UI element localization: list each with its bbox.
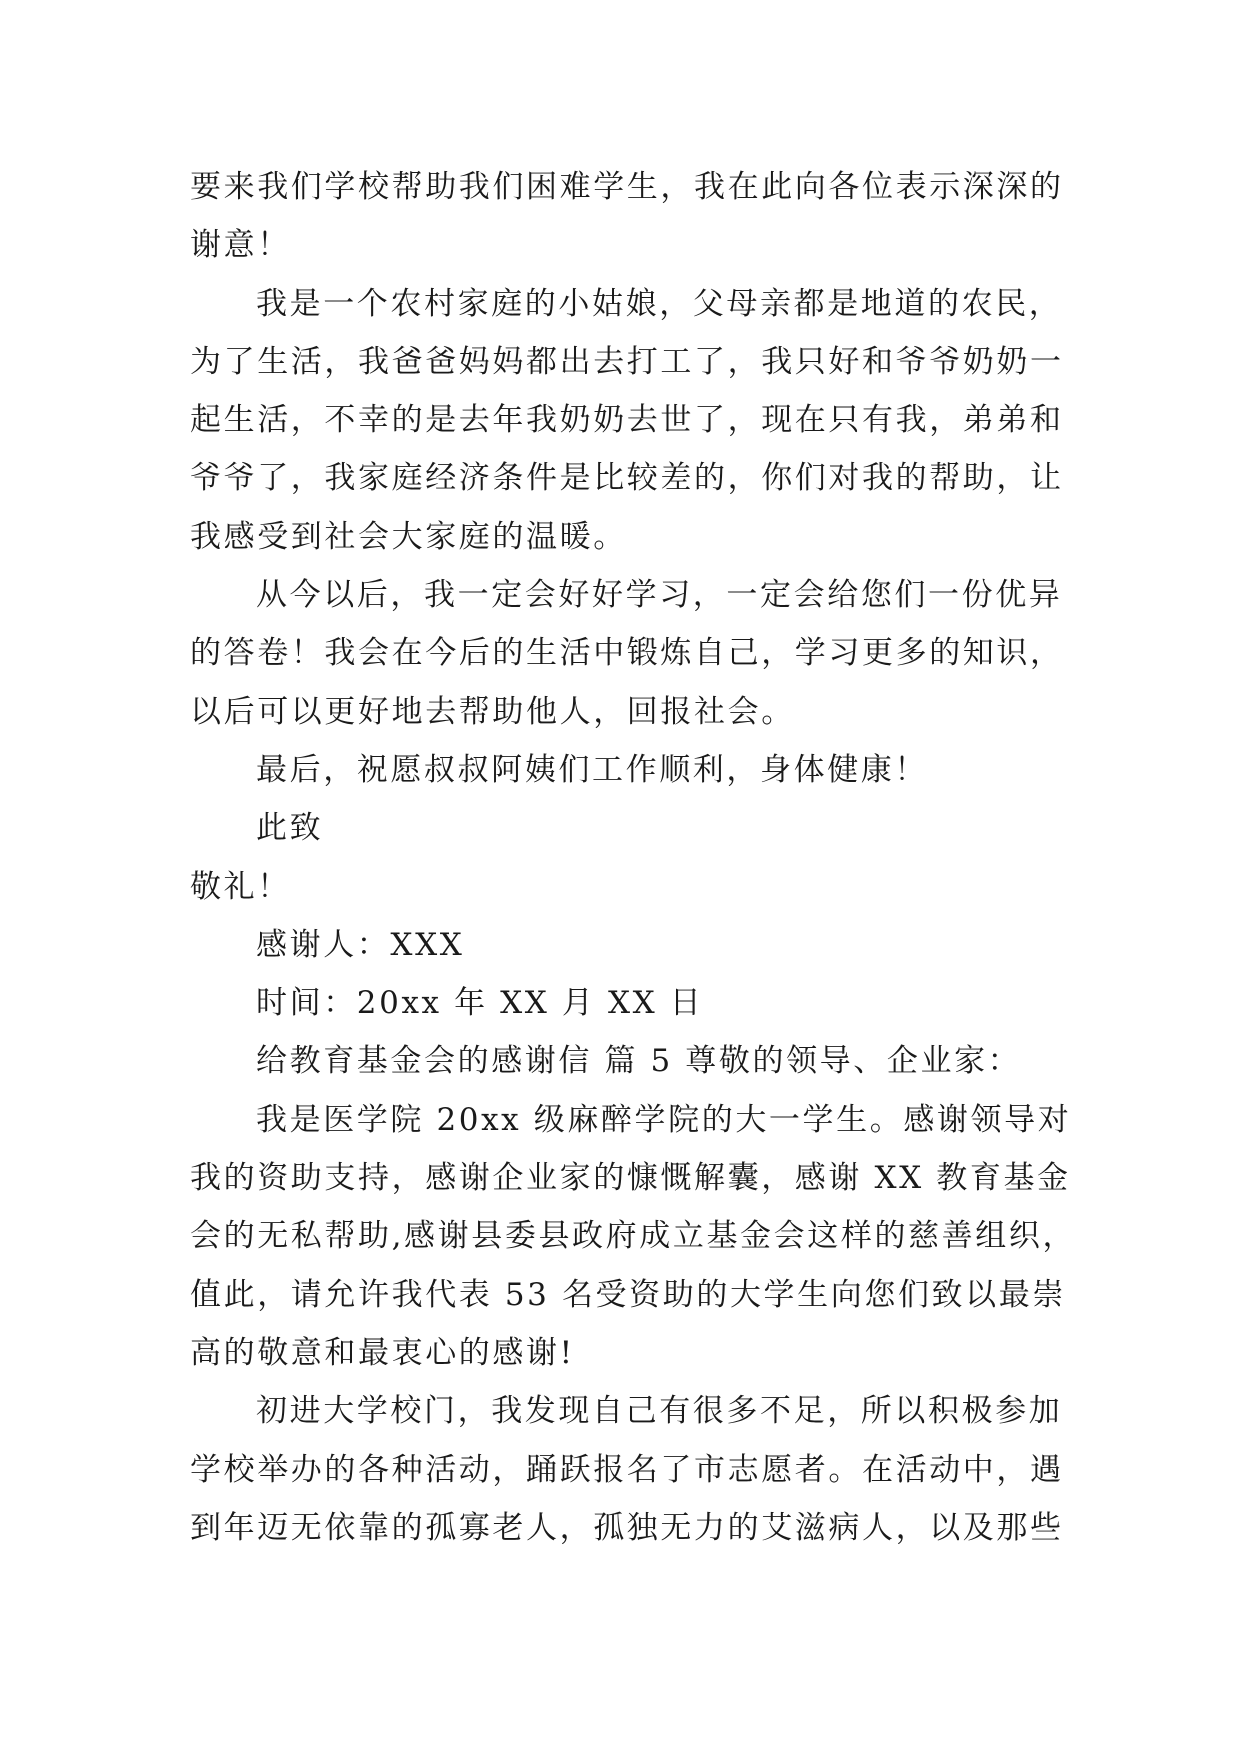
text-line: 以后可以更好地去帮助他人，回报社会。 <box>190 693 795 730</box>
text-line: 感谢人：XXX <box>256 926 465 963</box>
text-line: 谢意！ <box>190 227 291 264</box>
text-line: 起生活，不幸的是去年我奶奶去世了，现在只有我，弟弟和 <box>190 402 1064 439</box>
text-line: 到年迈无依靠的孤寡老人，孤独无力的艾滋病人，以及那些 <box>190 1509 1064 1546</box>
text-line: 为了生活，我爸爸妈妈都出去打工了，我只好和爷爷奶奶一 <box>190 343 1064 380</box>
text-line: 爷爷了，我家庭经济条件是比较差的，你们对我的帮助，让 <box>190 460 1064 497</box>
text-line: 敬礼！ <box>190 868 291 905</box>
letter-body <box>190 158 1077 1557</box>
text-line: 学校举办的各种活动，踊跃报名了市志愿者。在活动中，遇 <box>190 1451 1064 1488</box>
text-line: 我感受到社会大家庭的温暖。 <box>190 518 627 555</box>
text-line: 要来我们学校帮助我们困难学生，我在此向各位表示深深的 <box>190 169 1064 205</box>
text-line: 从今以后，我一定会好好学习，一定会给您们一份优异 <box>256 577 1063 614</box>
text-line: 值此，请允许我代表 53 名受资助的大学生向您们致以最崇 <box>190 1276 1066 1313</box>
text-line: 我的资助支持，感谢企业家的慷慨解囊，感谢 XX 教育基金 <box>190 1160 1071 1197</box>
text-line: 最后，祝愿叔叔阿姨们工作顺利，身体健康！ <box>256 751 928 788</box>
text-line: 高的敬意和最衷心的感谢! <box>190 1334 575 1371</box>
text-line: 我是医学院 20xx 级麻醉学院的大一学生。感谢领导对 <box>256 1101 1072 1138</box>
text-line: 此致 <box>256 810 324 847</box>
text-line: 的答卷！我会在今后的生活中锻炼自己，学习更多的知识， <box>190 635 1064 672</box>
text-line: 我是一个农村家庭的小姑娘，父母亲都是地道的农民， <box>256 285 1063 322</box>
text-line: 初进大学校门，我发现自己有很多不足，所以积极参加 <box>256 1393 1063 1430</box>
text-line: 时间：20xx 年 XX 月 XX 日 <box>256 985 704 1022</box>
text-line: 会的无私帮助,感谢县委县政府成立基金会这样的慈善组织， <box>190 1218 1077 1255</box>
text-line: 给教育基金会的感谢信 篇 5 尊敬的领导、企业家： <box>256 1043 1022 1080</box>
